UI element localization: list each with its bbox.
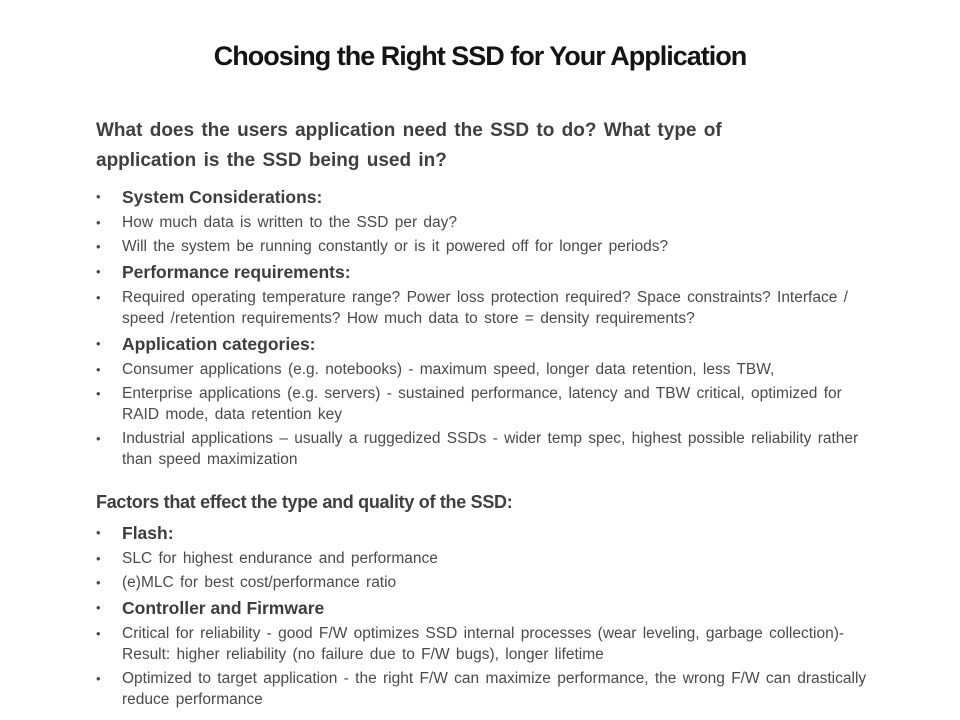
bullet-text: SLC for highest endurance and performance (122, 550, 438, 567)
bullet-text: Required operating temperature range? Power loss protection required? Space constraints? Interface / speed /retention requirements? How much data to store = density requirements? (122, 289, 848, 327)
bullet-text: Consumer applications (e.g. notebooks) - maximum speed, longer data retention, less TBW, (122, 361, 775, 378)
bullet-text: Optimized to target application - the right F/W can maximize performance, the wrong F/W can drastically reduce performance (122, 670, 867, 708)
slide-body (96, 116, 880, 710)
bullet-text: Industrial applications – usually a ruggedized SSDs - wider temp spec, highest possible reliability rather than speed maximization (122, 430, 859, 468)
bullet-item (96, 287, 880, 329)
intro-heading-line2: application is the SSD being used in? (96, 150, 447, 171)
slide-title: Choosing the Right SSD for Your Application (213, 41, 747, 71)
bullet-text: Performance requirements: (122, 262, 351, 282)
factors-heading: Factors that effect the type and quality of the SSD: (96, 492, 513, 512)
bullet-icon: • (96, 575, 101, 590)
bullet-item (96, 428, 880, 470)
bullet-item-heading (96, 522, 880, 544)
bullet-icon: • (96, 362, 101, 377)
bullet-icon: • (96, 431, 101, 446)
bullet-icon: • (96, 551, 101, 566)
bullet-icon: • (96, 290, 101, 305)
bullet-text: How much data is written to the SSD per day? (122, 214, 458, 231)
bullet-item (96, 212, 880, 233)
bullet-text: (e)MLC for best cost/performance ratio (122, 574, 397, 591)
bullet-icon: • (96, 264, 101, 279)
bullet-item (96, 668, 880, 710)
bullet-list-ssd-factors (96, 522, 880, 710)
bullet-text: System Considerations: (122, 187, 323, 207)
bullet-item-heading (96, 186, 880, 208)
bullet-text: Enterprise applications (e.g. servers) - sustained performance, latency and TBW critical, optimized for RAID mode, data retention key (122, 385, 842, 423)
bullet-item (96, 359, 880, 380)
bullet-item (96, 548, 880, 569)
bullet-text: Controller and Firmware (122, 598, 325, 618)
bullet-item-heading (96, 261, 880, 283)
bullet-text: Critical for reliability - good F/W optimizes SSD internal processes (wear leveling, garbage collection)- Result: higher reliability (no failure due to F/W bugs), longer lifetime (122, 625, 845, 663)
bullet-item (96, 623, 880, 665)
bullet-item (96, 236, 880, 257)
bullet-item-heading (96, 597, 880, 619)
intro-heading (96, 116, 880, 176)
bullet-list-application-needs (96, 186, 880, 470)
bullet-item-heading (96, 333, 880, 355)
bullet-icon: • (96, 336, 101, 351)
bullet-icon: • (96, 600, 101, 615)
bullet-icon: • (96, 239, 101, 254)
bullet-icon: • (96, 386, 101, 401)
bullet-icon: • (96, 626, 101, 641)
bullet-text: Application categories: (122, 334, 316, 354)
bullet-icon: • (96, 525, 101, 540)
bullet-icon: • (96, 189, 101, 204)
bullet-item (96, 383, 880, 425)
bullet-icon: • (96, 215, 101, 230)
bullet-text: Will the system be running constantly or is it powered off for longer periods? (122, 238, 669, 255)
bullet-icon: • (96, 671, 101, 686)
bullet-item (96, 572, 880, 593)
intro-heading-line1: What does the users application need the SSD to do? What type of (96, 120, 722, 141)
bullet-text: Flash: (122, 523, 174, 543)
